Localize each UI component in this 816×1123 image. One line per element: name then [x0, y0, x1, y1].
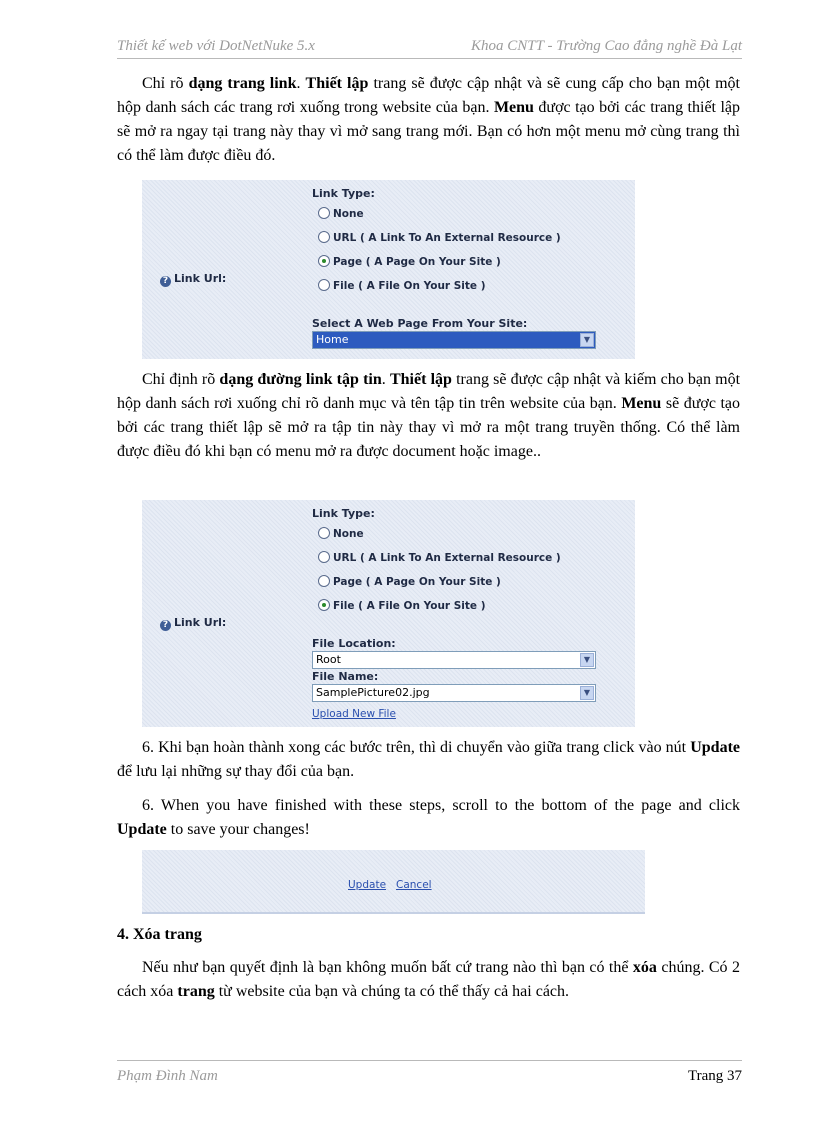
section-heading: 4. Xóa trang [117, 926, 202, 943]
upload-new-file-link[interactable]: Upload New File [312, 708, 396, 720]
link-url-label: ? Link Url: [160, 616, 226, 631]
chevron-down-icon: ▼ [580, 333, 594, 347]
file-location-label: File Location: [312, 637, 396, 650]
page-header [117, 38, 742, 59]
update-link[interactable]: Update [348, 879, 387, 891]
radio-icon [318, 279, 330, 291]
link-type-label: Link Type: [312, 187, 375, 200]
radio-icon [318, 231, 330, 243]
chevron-down-icon: ▼ [580, 653, 594, 667]
paragraph-link-file: Chỉ định rõ dạng đường link tập tin. Thiết lập trang sẽ được cập nhật và kiếm cho bạn một hộp danh sách rơi xuống chỉ rõ danh mục và tên tập tin trên website của bạn. Menu sẽ được tạo bởi các trang thiết lập sẽ mở ra tập tin này thay vì mở ra một trang truyền thống. Có thể làm được điều đó khi bạn có menu mở ra được document hoặc image.. [117, 371, 741, 460]
link-page-screenshot [142, 180, 635, 359]
radio-icon [318, 207, 330, 219]
radio-icon [318, 527, 330, 539]
file-name-label: File Name: [312, 670, 379, 683]
page-number: Trang 37 [687, 1068, 742, 1084]
radio-checked-icon [318, 599, 330, 611]
file-name-select[interactable]: SamplePicture02.jpg ▼ [312, 684, 596, 702]
radio-page[interactable]: Page ( A Page On Your Site ) [318, 255, 501, 268]
link-file-screenshot [142, 500, 635, 727]
cancel-link[interactable]: Cancel [396, 879, 432, 891]
radio-none[interactable]: None [318, 207, 364, 220]
paragraph-delete-page: Nếu như bạn quyết định là bạn không muốn bất cứ trang nào thì bạn có thể xóa chúng. Có 2 cách xóa trang từ website của bạn và chúng ta có thể thấy cả hai cách. [117, 959, 740, 1000]
header-title: Thiết kế web với DotNetNuke 5.x [117, 38, 315, 54]
page-select[interactable]: Home ▼ [312, 331, 596, 349]
link-type-label: Link Type: [312, 507, 375, 520]
paragraph-step6-en: 6. When you have finished with these steps, scroll to the bottom of the page and click Update to save your changes! [117, 797, 740, 838]
radio-none[interactable]: None [318, 527, 364, 540]
radio-page[interactable]: Page ( A Page On Your Site ) [318, 575, 501, 588]
paragraph-link-page: Chỉ rõ dạng trang link. Thiết lập trang sẽ được cập nhật và sẽ cung cấp cho bạn một một hộp danh sách các trang rơi xuống trong website của bạn. Menu được tạo bởi các trang thiết lập sẽ mở ra ngay tại trang này thay vì mở sang trang mới. Bạn có hơn một menu mở cùng trang thì có thể làm được điều đó. [117, 75, 741, 164]
radio-icon [318, 551, 330, 563]
chevron-down-icon: ▼ [580, 686, 594, 700]
help-icon: ? [160, 276, 171, 287]
update-cancel-screenshot [142, 850, 645, 914]
file-location-select[interactable]: Root ▼ [312, 651, 596, 669]
radio-icon [318, 575, 330, 587]
footer-author: Phạm Đình Nam [117, 1068, 218, 1084]
radio-checked-icon [318, 255, 330, 267]
radio-file[interactable]: File ( A File On Your Site ) [318, 279, 486, 292]
radio-file[interactable]: File ( A File On Your Site ) [318, 599, 486, 612]
header-department: Khoa CNTT - Trường Cao đẳng nghề Đà Lạt [471, 38, 742, 54]
help-icon: ? [160, 620, 171, 631]
radio-url[interactable]: URL ( A Link To An External Resource ) [318, 551, 561, 564]
paragraph-step6-vi: 6. Khi bạn hoàn thành xong các bước trên, thì di chuyển vào giữa trang click vào nút Update để lưu lại những sự thay đổi của bạn. [117, 739, 740, 780]
radio-url[interactable]: URL ( A Link To An External Resource ) [318, 231, 561, 244]
select-page-label: Select A Web Page From Your Site: [312, 317, 528, 330]
page-footer [117, 1060, 742, 1084]
link-url-label: ? Link Url: [160, 272, 226, 287]
